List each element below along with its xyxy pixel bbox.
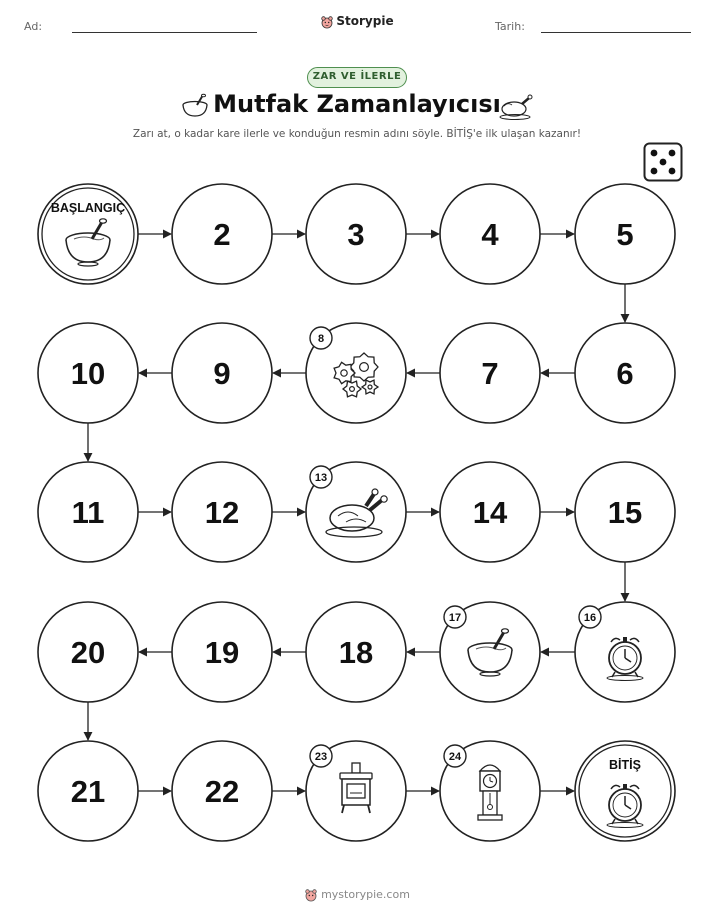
page-title: Mutfak Zamanlayıcısı — [213, 90, 501, 118]
board-cell-14 — [440, 462, 540, 562]
board-cell-20 — [38, 602, 138, 702]
board-cell-16 — [575, 602, 675, 702]
board-cell-23 — [306, 741, 406, 841]
cell-number: 16 — [583, 612, 597, 624]
board-cell-25 — [575, 741, 675, 841]
cell-number: 22 — [204, 774, 240, 809]
finish-label: BİTİŞ — [609, 758, 641, 772]
footer — [0, 888, 714, 902]
board-cell-9 — [172, 323, 272, 423]
board-cell-5 — [575, 184, 675, 284]
board-cell-12 — [172, 462, 272, 562]
cell-number: 12 — [204, 495, 240, 530]
cell-number: 19 — [204, 635, 240, 670]
cell-number: 14 — [472, 495, 508, 530]
cell-number: 2 — [213, 217, 231, 252]
cell-number: 3 — [347, 217, 365, 252]
instructions: Zarı at, o kadar kare ilerle ve konduğun resmin adını söyle. BİTİŞ'e ilk ulaşan kazanır! — [132, 128, 582, 140]
board-cell-15 — [575, 462, 675, 562]
board-cell-21 — [38, 741, 138, 841]
board-cell-19 — [172, 602, 272, 702]
cell-number: 6 — [616, 356, 634, 391]
board-cell-10 — [38, 323, 138, 423]
cell-number: 15 — [607, 495, 643, 530]
brand-name: Storypie — [336, 14, 394, 28]
board-cell-11 — [38, 462, 138, 562]
cell-number: 7 — [481, 356, 499, 391]
cell-number: 13 — [314, 472, 328, 484]
cell-number: 4 — [481, 217, 499, 252]
cell-number: 21 — [70, 774, 106, 809]
cell-number: 5 — [616, 217, 634, 252]
cell-number: 11 — [71, 495, 105, 530]
cell-number: 8 — [317, 333, 325, 345]
cell-number: 24 — [448, 751, 462, 763]
cell-number: 20 — [70, 635, 106, 670]
cell-number: 17 — [448, 612, 462, 624]
footer-url: mystorypie.com — [321, 888, 410, 901]
board-cell-4 — [440, 184, 540, 284]
storypie-mascot-icon — [304, 888, 318, 902]
cell-number: 9 — [213, 356, 231, 391]
name-label: Ad: — [24, 20, 43, 33]
board-cell-17 — [440, 602, 540, 702]
cell-number: 10 — [70, 356, 106, 391]
board-cell-1 — [38, 184, 138, 284]
board-cell-24 — [440, 741, 540, 841]
activity-type-badge: ZAR VE İLERLE — [307, 67, 407, 88]
board-cell-3 — [306, 184, 406, 284]
board-cell-6 — [575, 323, 675, 423]
board-cell-7 — [440, 323, 540, 423]
date-label: Tarih: — [495, 20, 525, 33]
board-cell-18 — [306, 602, 406, 702]
board-cell-8 — [306, 323, 406, 423]
board-cell-13 — [306, 462, 406, 562]
start-label: BAŞLANGIÇ — [50, 201, 126, 215]
board-cell-2 — [172, 184, 272, 284]
cell-number: 18 — [338, 635, 374, 670]
cell-number: 23 — [314, 751, 328, 763]
board-cell-22 — [172, 741, 272, 841]
